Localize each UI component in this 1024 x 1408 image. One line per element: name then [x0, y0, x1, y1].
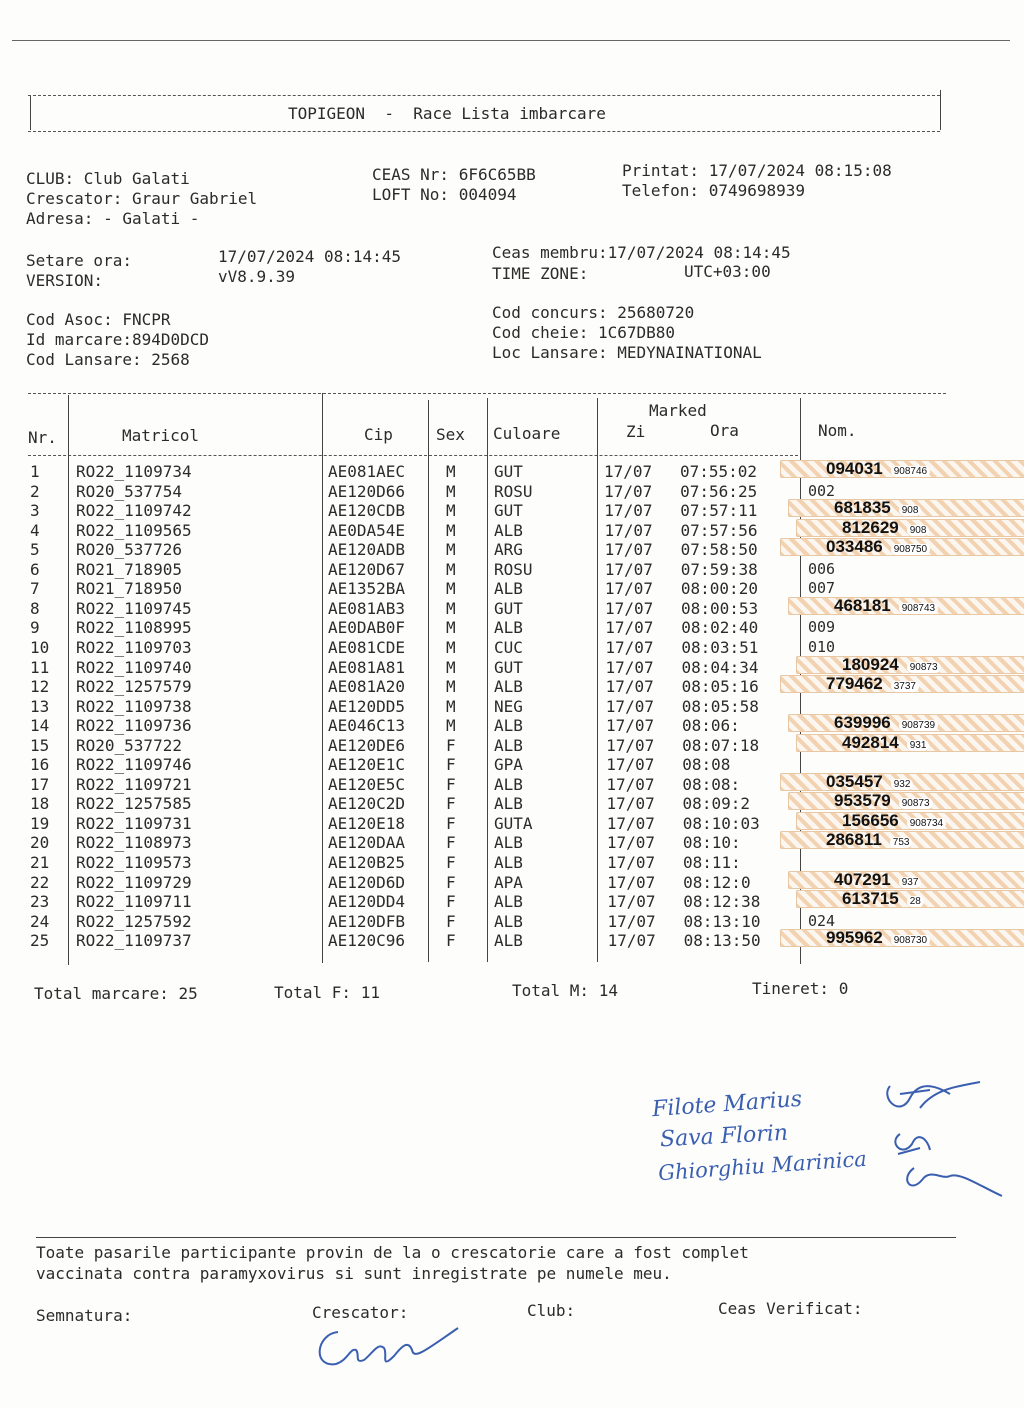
- cell-nr: 22: [30, 872, 50, 892]
- ring-serial: 908730: [891, 935, 930, 946]
- col-sex: Sex: [436, 425, 465, 444]
- cell-zi: 17/07: [607, 872, 656, 892]
- cell-nr: 3: [30, 501, 40, 521]
- cell-nr: 8: [30, 598, 40, 618]
- cell-nr: 10: [30, 637, 50, 657]
- cell-sex: F: [446, 833, 456, 853]
- loft-no: LOFT No: 004094: [372, 185, 517, 204]
- cod-asoc: Cod Asoc: FNCPR: [26, 310, 171, 329]
- cell-ora: 07:56:25: [680, 481, 758, 501]
- cell-ora: 08:00:53: [681, 598, 759, 618]
- col-sep-3: [428, 400, 429, 962]
- cell-matricol: RO22_1109746: [76, 755, 192, 775]
- cell-culoare: ALB: [494, 794, 523, 814]
- cell-ora: 08:07:18: [682, 735, 760, 755]
- committee-signatures-scribble: [870, 1068, 1010, 1208]
- time-zone-label: TIME ZONE:: [492, 264, 589, 283]
- cell-culoare: ALB: [494, 853, 523, 872]
- ring-serial: 908734: [907, 818, 946, 829]
- ring-number: 953579: [834, 791, 891, 811]
- ring-serial: 908750: [891, 544, 930, 555]
- cell-nr: 9: [30, 618, 40, 638]
- cell-matricol: RO22_1109565: [76, 520, 192, 540]
- ring-sticker: [796, 812, 1024, 830]
- ring-serial: 90873: [907, 662, 941, 673]
- cell-zi: 17/07: [605, 657, 654, 677]
- ring-sticker: [780, 773, 1024, 791]
- cell-sex: M: [446, 559, 456, 579]
- cell-sex: F: [446, 774, 456, 794]
- statement-line-2: vaccinata contra paramyxovirus si sunt inregistrate pe numele meu.: [36, 1264, 672, 1283]
- cell-ora: 07:55:02: [680, 462, 758, 481]
- col-matricol: Matricol: [122, 426, 200, 445]
- top-rule: [12, 40, 1010, 41]
- ring-sticker: [788, 597, 1024, 615]
- cell-nr: 5: [30, 540, 40, 560]
- cell-cip: AE120D67: [328, 559, 406, 579]
- ring-sticker: [788, 499, 1024, 517]
- cell-culoare: GPA: [494, 755, 523, 775]
- cell-zi: 17/07: [605, 677, 654, 697]
- cell-matricol: RO22_1257585: [76, 794, 192, 814]
- ring-number: 035457: [826, 771, 883, 791]
- cell-sex: M: [446, 618, 456, 638]
- ring-number: 613715: [842, 889, 899, 909]
- cell-ora: 08:10:: [682, 833, 741, 853]
- cell-nr: 7: [30, 579, 40, 599]
- cell-cip: AE120D6D: [328, 872, 406, 892]
- cell-culoare: ALB: [494, 579, 523, 599]
- cell-culoare: ALB: [494, 677, 523, 697]
- cell-zi: 17/07: [607, 911, 656, 931]
- nom-number: 024: [808, 911, 836, 930]
- ring-sticker: [796, 656, 1024, 674]
- nom-number: 002: [808, 481, 836, 500]
- ring-sticker: [780, 538, 1024, 556]
- cell-matricol: RO22_1109742: [76, 501, 192, 521]
- ring-serial: 908739: [899, 720, 938, 731]
- crescator-label: Crescator:: [312, 1303, 409, 1322]
- table-header-rule: [28, 455, 798, 456]
- cell-zi: 17/07: [605, 716, 655, 736]
- ring-number: 779462: [826, 674, 883, 694]
- cell-nr: 21: [30, 853, 50, 872]
- cell-zi: 17/07: [604, 520, 653, 540]
- cell-cip: AE120E18: [328, 813, 406, 833]
- cell-cip: AE120E5C: [328, 774, 406, 794]
- ring-sticker: [796, 734, 1024, 752]
- ring-sticker: [796, 519, 1024, 537]
- cell-culoare: ALB: [494, 892, 523, 912]
- cell-cip: AE120C96: [328, 931, 406, 951]
- cell-zi: 17/07: [604, 579, 654, 599]
- cell-sex: M: [446, 540, 456, 560]
- ring-serial: 908746: [891, 466, 930, 477]
- cell-culoare: ARG: [494, 540, 523, 560]
- cell-matricol: RO22_1109737: [76, 931, 192, 951]
- ring-sticker: [780, 460, 1024, 478]
- cell-cip: AE120DD4: [328, 892, 406, 912]
- cell-nr: 1: [30, 462, 40, 481]
- telefon: Telefon: 0749698939: [622, 181, 806, 200]
- cell-matricol: RO22_1108973: [76, 833, 192, 853]
- cell-matricol: RO22_1109745: [76, 598, 192, 618]
- cell-culoare: ALB: [494, 716, 523, 736]
- title-box-top: [28, 95, 940, 96]
- col-sep-4: [487, 398, 488, 962]
- cell-ora: 08:12:0: [683, 872, 751, 892]
- cell-ora: 08:10:03: [682, 813, 760, 833]
- nom-number: 009: [808, 618, 836, 637]
- page-title: TOPIGEON - Race Lista imbarcare: [288, 104, 606, 123]
- cell-sex: F: [446, 911, 456, 931]
- ceas-membru: Ceas membru:17/07/2024 08:14:45: [492, 243, 791, 262]
- cell-cip: AE1352BA: [328, 579, 406, 599]
- cell-ora: 08:12:38: [683, 892, 761, 912]
- statement-line-1: Toate pasarile participante provin de la o crescatorie care a fost complet: [36, 1243, 749, 1262]
- cell-culoare: GUT: [494, 598, 523, 618]
- committee-name-1: Filote Marius: [651, 1086, 803, 1123]
- cell-matricol: RO22_1109740: [76, 657, 192, 677]
- cell-ora: 08:11:: [683, 853, 741, 872]
- cell-matricol: RO22_1109729: [76, 872, 192, 892]
- cell-culoare: ALB: [494, 520, 523, 540]
- cell-sex: M: [446, 716, 456, 736]
- ceas-verificat-label: Ceas Verificat:: [718, 1299, 863, 1318]
- cell-sex: M: [446, 598, 456, 618]
- cell-zi: 17/07: [605, 618, 654, 638]
- cell-sex: M: [446, 579, 456, 599]
- breeder-signature: [308, 1320, 468, 1380]
- cell-cip: AE120B25: [328, 853, 406, 872]
- cell-nr: 20: [30, 833, 50, 853]
- cell-zi: 17/07: [606, 813, 655, 833]
- crescator-line: Crescator: Graur Gabriel: [26, 189, 258, 208]
- cell-ora: 08:03:51: [681, 637, 759, 657]
- ring-serial: 932: [891, 779, 914, 790]
- col-zi: Zi: [626, 422, 646, 441]
- semnatura-label: Semnatura:: [36, 1306, 133, 1325]
- ring-number: 180924: [842, 654, 899, 674]
- cell-culoare: NEG: [494, 696, 523, 716]
- cell-cip: AE081AB3: [328, 598, 406, 618]
- cell-nr: 14: [30, 716, 50, 736]
- cell-sex: F: [446, 735, 456, 755]
- cell-ora: 08:13:50: [683, 931, 761, 951]
- cell-ora: 08:06:: [681, 716, 740, 736]
- ring-serial: 908: [899, 505, 922, 516]
- club-label: Club:: [527, 1301, 576, 1320]
- cell-cip: AE120E1C: [328, 755, 406, 775]
- cell-sex: M: [446, 501, 456, 521]
- cod-lansare: Cod Lansare: 2568: [26, 350, 190, 369]
- cell-culoare: GUT: [494, 657, 523, 677]
- cell-culoare: ALB: [494, 618, 523, 638]
- cell-nr: 19: [30, 813, 50, 833]
- cell-culoare: APA: [494, 872, 523, 892]
- cell-cip: AE081CDE: [328, 637, 406, 657]
- cell-cip: AE081A81: [328, 657, 406, 677]
- cell-ora: 08:00:20: [680, 579, 758, 599]
- ring-number: 033486: [826, 537, 883, 557]
- cell-zi: 17/07: [604, 462, 653, 481]
- cell-zi: 17/07: [605, 598, 654, 618]
- cell-culoare: ALB: [494, 931, 523, 951]
- cell-matricol: RO22_1109734: [76, 462, 192, 481]
- committee-name-3: Ghiorghiu Marinica: [657, 1146, 868, 1186]
- cell-zi: 17/07: [606, 774, 655, 794]
- cell-ora: 08:05:16: [681, 677, 759, 697]
- cell-cip: AE120CDB: [328, 501, 406, 521]
- cell-matricol: RO22_1109573: [76, 853, 192, 872]
- col-nom: Nom.: [818, 421, 857, 440]
- ring-number: 094031: [826, 459, 883, 478]
- cell-ora: 08:02:40: [681, 618, 759, 638]
- cell-cip: AE0DA54E: [328, 520, 406, 540]
- cell-zi: 17/07: [604, 559, 653, 579]
- cell-sex: M: [446, 637, 456, 657]
- cell-culoare: GUTA: [494, 813, 533, 833]
- cell-matricol: RO20_537726: [76, 540, 182, 560]
- cell-nr: 18: [30, 794, 50, 814]
- cell-ora: 08:08: [682, 755, 731, 775]
- col-marked: Marked: [649, 401, 707, 420]
- cell-zi: 17/07: [606, 755, 655, 775]
- cell-nr: 13: [30, 696, 50, 716]
- cell-ora: 07:57:56: [680, 520, 758, 540]
- ring-serial: 937: [899, 877, 922, 888]
- cell-culoare: GUT: [494, 501, 523, 521]
- total-m: Total M: 14: [512, 981, 618, 1000]
- cell-matricol: RO22_1109721: [76, 774, 192, 794]
- cell-matricol: RO20_537754: [76, 481, 182, 501]
- ring-serial: 28: [907, 896, 924, 907]
- cell-zi: 17/07: [606, 735, 655, 755]
- ring-serial: 931: [907, 740, 930, 751]
- cell-cip: AE120DFB: [328, 911, 406, 931]
- cell-zi: 17/07: [604, 540, 653, 560]
- cell-nr: 23: [30, 892, 50, 912]
- cell-zi: 17/07: [606, 833, 656, 853]
- cell-sex: M: [446, 657, 456, 677]
- cell-ora: 07:57:11: [680, 501, 758, 521]
- col-nr: Nr.: [28, 428, 57, 447]
- cell-nr: 11: [30, 657, 50, 677]
- cell-cip: AE120C2D: [328, 794, 406, 814]
- title-box-bottom: [28, 131, 940, 132]
- cell-zi: 17/07: [607, 853, 656, 872]
- time-zone-value: UTC+03:00: [684, 262, 771, 281]
- title-box-right: [940, 90, 941, 130]
- cell-culoare: ROSU: [494, 559, 533, 579]
- nom-number: 010: [808, 637, 836, 656]
- col-sep-1: [68, 395, 69, 965]
- cod-concurs: Cod concurs: 25680720: [492, 303, 695, 322]
- cell-cip: AE120DE6: [328, 735, 406, 755]
- col-sep-5: [597, 398, 598, 962]
- cell-cip: AE0DAB0F: [328, 618, 406, 638]
- cell-cip: AE120DAA: [328, 833, 406, 853]
- total-marcare: Total marcare: 25: [34, 984, 198, 1003]
- cell-nr: 24: [30, 911, 50, 931]
- cell-nr: 15: [30, 735, 50, 755]
- cod-cheie: Cod cheie: 1C67DB80: [492, 323, 676, 342]
- cell-culoare: CUC: [494, 637, 523, 657]
- cell-sex: M: [446, 677, 456, 697]
- cell-zi: 17/07: [604, 481, 653, 501]
- ring-sticker: [796, 890, 1024, 908]
- ring-sticker: [780, 929, 1024, 947]
- ring-serial: 90873: [899, 798, 933, 809]
- cell-zi: 17/07: [605, 696, 654, 716]
- table-top-rule: [28, 393, 946, 394]
- ring-number: 407291: [834, 869, 891, 889]
- cell-zi: 17/07: [605, 637, 654, 657]
- cell-matricol: RO21_718905: [76, 559, 182, 579]
- total-f: Total F: 11: [274, 983, 380, 1002]
- cell-matricol: RO22_1109703: [76, 637, 192, 657]
- cell-nr: 6: [30, 559, 40, 579]
- cell-zi: 17/07: [604, 501, 653, 521]
- id-marcare: Id marcare:894D0DCD: [26, 330, 210, 349]
- ring-number: 156656: [842, 810, 899, 830]
- cell-zi: 17/07: [607, 892, 656, 912]
- cell-ora: 07:59:38: [680, 559, 758, 579]
- setare-ora-value: 17/07/2024 08:14:45: [218, 247, 402, 266]
- cell-ora: 08:05:58: [681, 696, 759, 716]
- footer-rule: [36, 1237, 956, 1238]
- ring-sticker: [788, 792, 1024, 810]
- col-culoare: Culoare: [493, 424, 561, 443]
- cell-sex: M: [446, 520, 456, 540]
- ceas-nr: CEAS Nr: 6F6C65BB: [372, 165, 536, 184]
- cell-ora: 08:13:10: [683, 911, 761, 931]
- cell-culoare: ALB: [494, 735, 523, 755]
- cell-culoare: GUT: [494, 462, 523, 481]
- ring-serial: 3737: [891, 681, 919, 692]
- cell-culoare: ALB: [494, 833, 523, 853]
- cell-matricol: RO22_1108995: [76, 618, 192, 638]
- cell-matricol: RO22_1109731: [76, 813, 192, 833]
- ring-number: 639996: [834, 713, 891, 733]
- cell-sex: F: [446, 813, 456, 833]
- cell-matricol: RO22_1257579: [76, 677, 192, 697]
- setare-ora-label: Setare ora:: [26, 251, 132, 270]
- cell-matricol: RO21_718950: [76, 579, 182, 599]
- ring-sticker: [788, 714, 1024, 732]
- ring-serial: 908: [907, 525, 930, 536]
- col-cip: Cip: [364, 425, 393, 444]
- cell-cip: AE120ADB: [328, 540, 406, 560]
- ring-number: 995962: [826, 928, 883, 948]
- col-ora: Ora: [710, 421, 739, 440]
- ring-sticker: [780, 831, 1024, 849]
- cell-zi: 17/07: [606, 794, 655, 814]
- cell-sex: M: [446, 696, 456, 716]
- cell-zi: 17/07: [607, 931, 656, 951]
- cell-cip: AE046C13: [328, 716, 406, 736]
- ring-serial: 753: [890, 837, 913, 848]
- committee-name-2: Sava Florin: [659, 1120, 789, 1153]
- cell-nr: 16: [30, 755, 50, 775]
- version-label: VERSION:: [26, 271, 104, 290]
- cell-cip: AE081AEC: [328, 462, 406, 481]
- nom-number: 007: [808, 579, 836, 598]
- cell-matricol: RO22_1109711: [76, 892, 192, 912]
- cell-cip: AE081A20: [328, 677, 406, 697]
- cell-ora: 08:08:: [682, 774, 741, 794]
- cell-cip: AE120DD5: [328, 696, 406, 716]
- cell-ora: 08:04:34: [681, 657, 759, 677]
- ring-serial: 908743: [899, 603, 938, 614]
- tineret: Tineret: 0: [752, 979, 849, 998]
- cell-nr: 4: [30, 520, 40, 540]
- cell-matricol: RO20_537722: [76, 735, 182, 755]
- ring-sticker: [788, 871, 1024, 889]
- cell-sex: F: [446, 892, 456, 912]
- title-box-left: [30, 96, 31, 130]
- cell-ora: 08:09:2: [682, 794, 750, 814]
- cell-nr: 2: [30, 481, 40, 501]
- cell-culoare: ROSU: [494, 481, 533, 501]
- loc-lansare: Loc Lansare: MEDYNAINATIONAL: [492, 343, 762, 362]
- cell-cip: AE120D66: [328, 481, 406, 501]
- ring-number: 812629: [842, 517, 899, 537]
- cell-sex: F: [446, 794, 456, 814]
- cell-sex: F: [446, 931, 456, 951]
- cell-sex: M: [446, 481, 456, 501]
- cell-sex: F: [446, 755, 456, 775]
- cell-matricol: RO22_1257592: [76, 911, 192, 931]
- ring-sticker: [780, 675, 1024, 693]
- club-line: CLUB: Club Galati: [26, 169, 190, 188]
- cell-sex: F: [446, 853, 456, 872]
- cell-matricol: RO22_1109736: [76, 716, 192, 736]
- ring-number: 681835: [834, 498, 891, 518]
- cell-sex: M: [446, 462, 456, 481]
- ring-number: 492814: [842, 732, 899, 752]
- ring-number: 468181: [834, 595, 891, 615]
- cell-sex: F: [446, 872, 456, 892]
- nom-number: 006: [808, 559, 836, 578]
- col-sep-2: [322, 393, 323, 963]
- printat: Printat: 17/07/2024 08:15:08: [622, 161, 892, 180]
- cell-culoare: ALB: [494, 774, 523, 794]
- cell-nr: 25: [30, 931, 50, 951]
- version-value: vV8.9.39: [218, 267, 296, 286]
- cell-matricol: RO22_1109738: [76, 696, 192, 716]
- cell-nr: 12: [30, 677, 50, 697]
- ring-number: 286811: [826, 830, 882, 850]
- cell-culoare: ALB: [494, 911, 523, 931]
- adresa-line: Adresa: - Galati -: [26, 209, 200, 228]
- cell-ora: 07:58:50: [680, 540, 758, 560]
- cell-nr: 17: [30, 774, 50, 794]
